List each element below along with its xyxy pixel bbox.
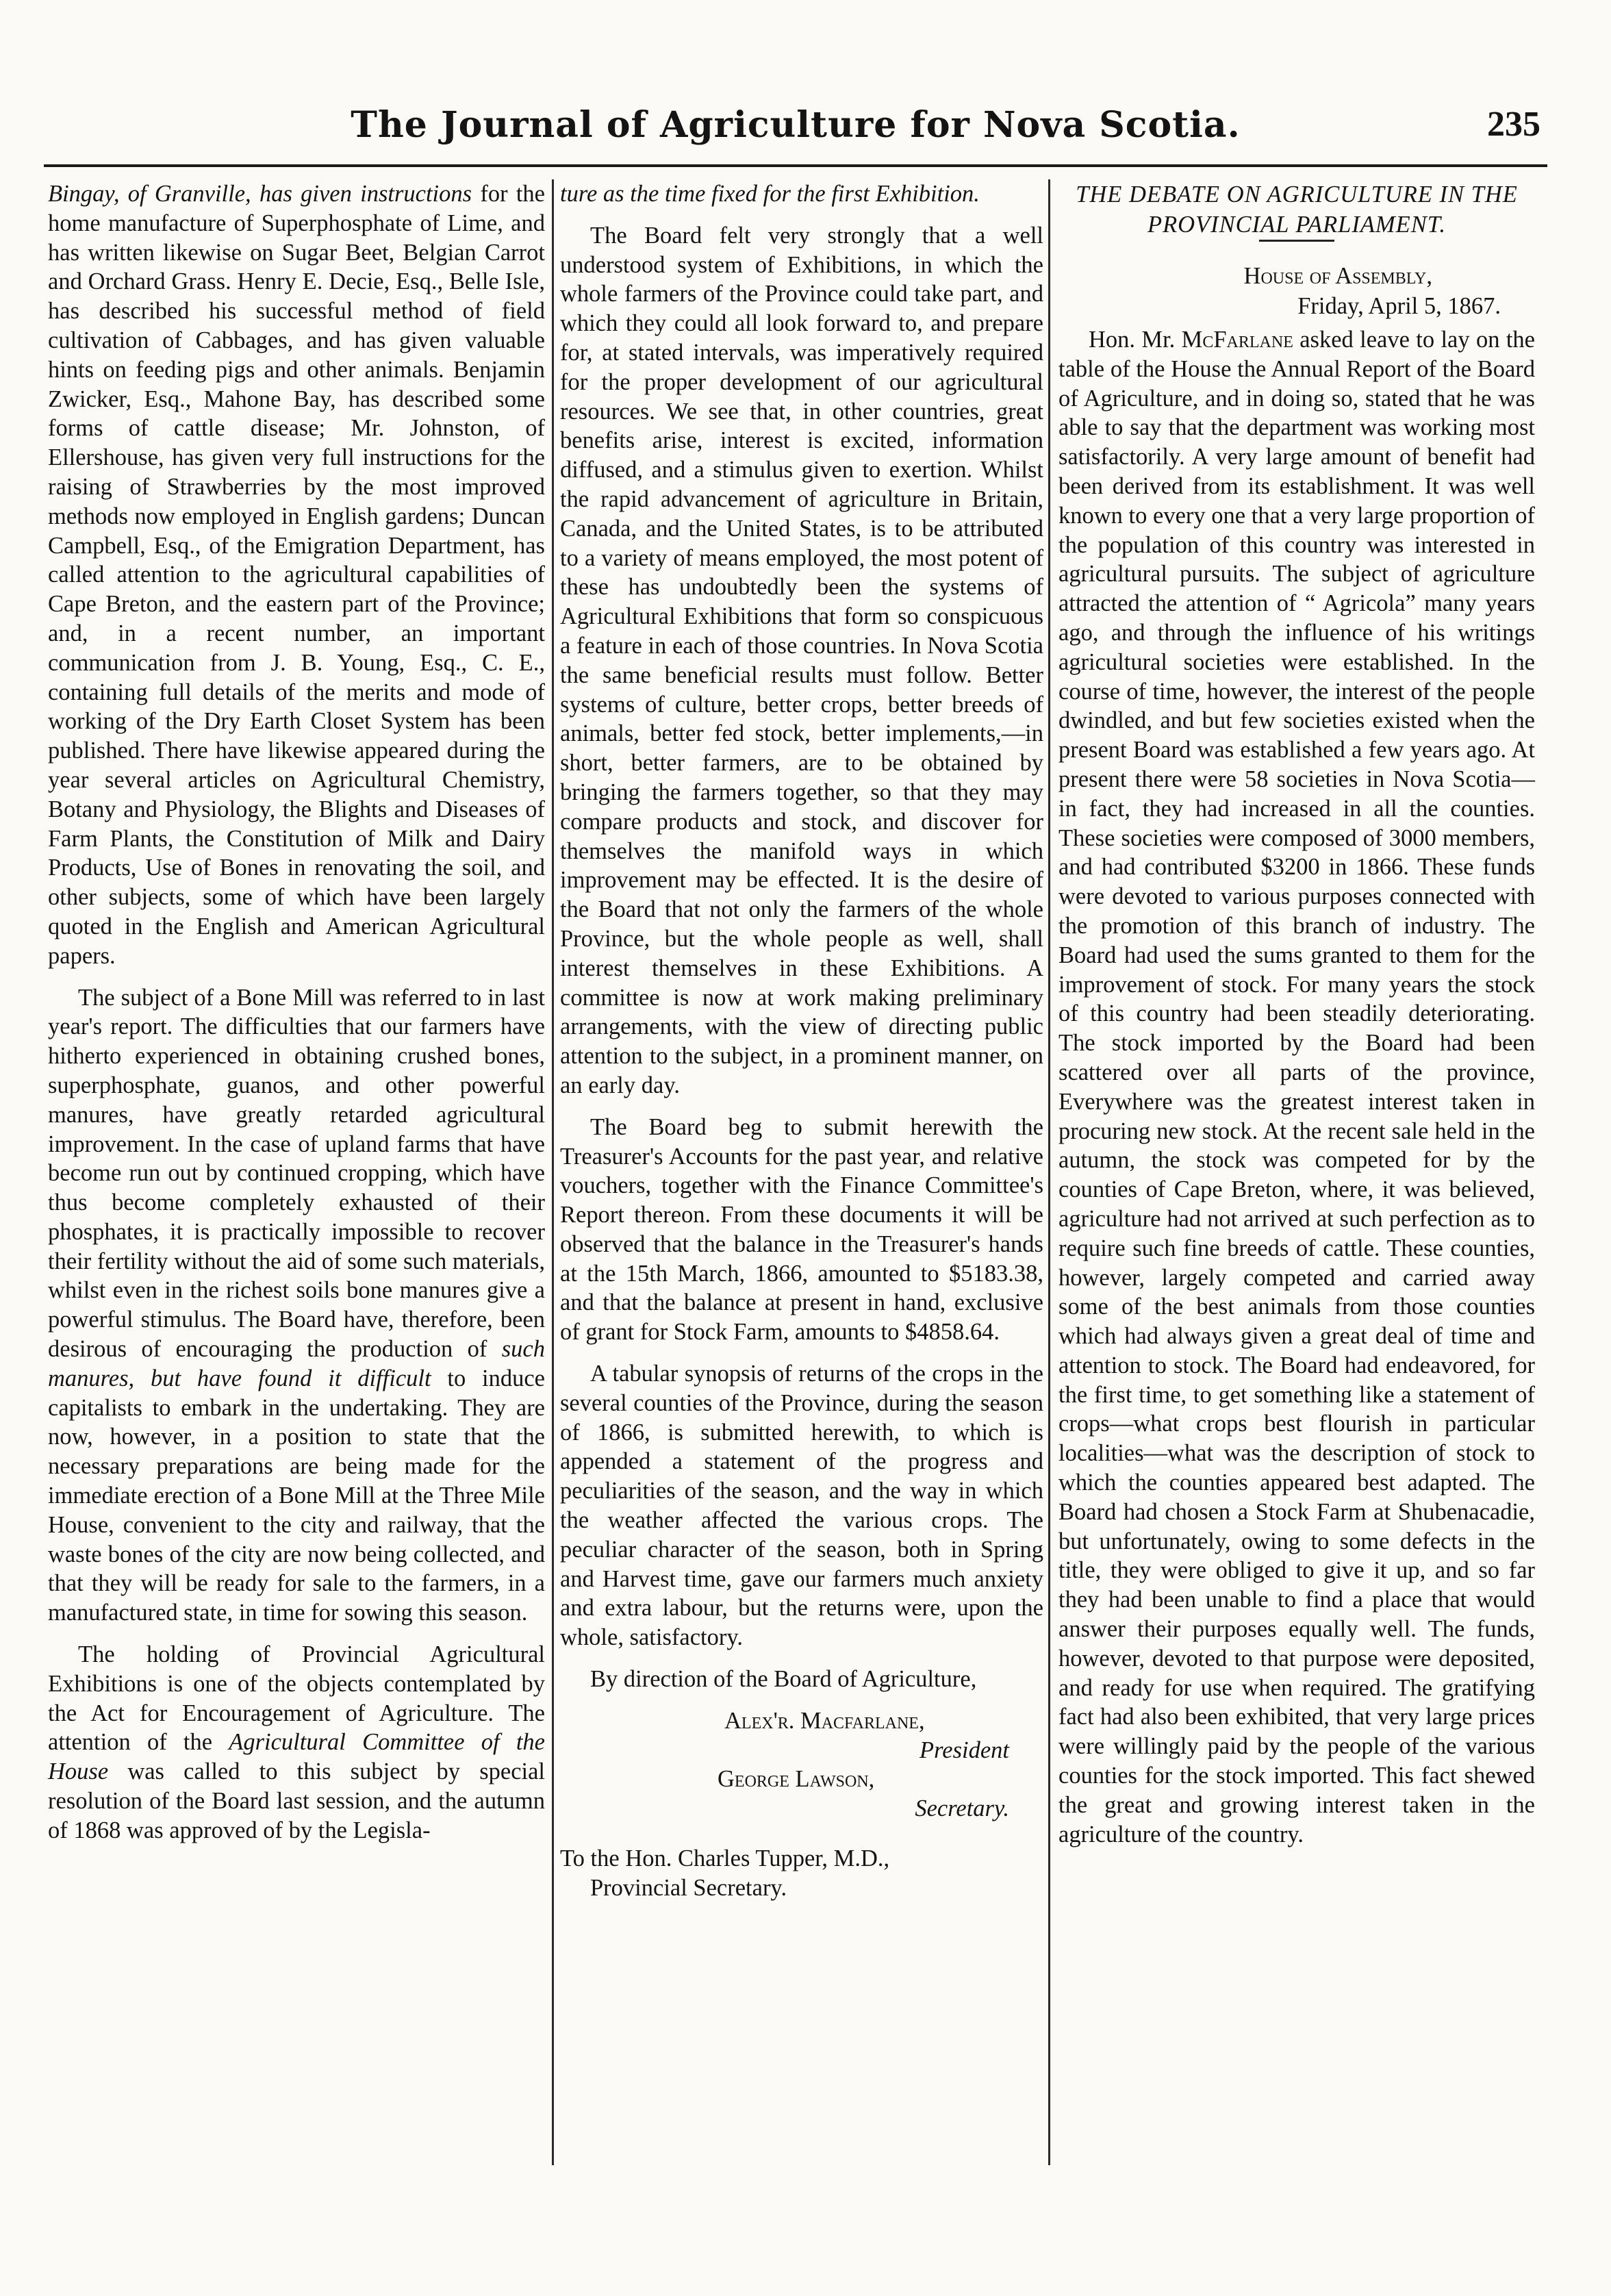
paragraph-debate	[1058, 325, 1535, 1849]
column-left	[48, 179, 545, 1845]
paragraph-continuation	[560, 179, 1043, 209]
signatory-president-role: President	[919, 1737, 1009, 1763]
italic-run: ture as the time fixed for the first Exhibition.	[560, 181, 980, 207]
paragraph-treasurer-accounts: The Board beg to submit herewith the Treasurer's Accounts for the past year, and relative vouchers, together with the Finance Committee's Report thereon. From these documents it will be observed that the balance in the Treasurer's hands at the 15th March, 1866, amounted to $5183.38, and that the balance at present in hand, exclusive of grant for Stock Farm, amounts to $4858.64.	[560, 1113, 1043, 1346]
page-number: 235	[1487, 105, 1540, 144]
text-run: The holding of Provincial Agricultural Exhibitions is one of the objects contemplated by the Act for Encouragement of Agriculture. The attention of the	[48, 1641, 545, 1756]
running-title: The Journal of Agriculture for Nova Scotia.	[351, 104, 1241, 146]
header-rule	[44, 164, 1547, 167]
signatory-president-name: Alex'r. Macfarlane,	[724, 1707, 925, 1734]
paragraph-exhibitions	[48, 1640, 545, 1845]
signatory-secretary-role: Secretary.	[915, 1795, 1009, 1822]
text-run: The subject of a Bone Mill was referred to in last year's report. The difficulties that our farmers have hitherto experienced in obtaining crushed bones, superphosphate, guanos, and other powerful manures, have greatly retarded agricultural improvement. In the case of upland farms that have become run out by continued cropping, which have thus become completely exhausted of their phosphates, it is practically impossible to recover their fertility without the aid of some such materials, whilst even in the richest soils bone manures give a powerful stimulus. The Board have, therefore, been desirous of encouraging the production of	[48, 984, 545, 1363]
dateline-house	[1058, 261, 1535, 291]
text-run: Hon. Mr.	[1089, 327, 1182, 353]
addressee-line-1: To the Hon. Charles Tupper, M.D.,	[560, 1845, 890, 1872]
text-run: was called to this subject by special resolution of the Board last session, and the autumn of 1868 was approved of by the Legisla-	[48, 1758, 545, 1843]
dateline-date: Friday, April 5, 1867.	[1297, 293, 1501, 319]
column-middle	[560, 179, 1043, 1903]
article-title: THE DEBATE ON AGRICULTURE IN THE PROVINCIAL PARLIAMENT.	[1076, 181, 1518, 238]
addressee-line-2: Provincial Secretary.	[590, 1874, 787, 1901]
title-rule	[1259, 240, 1334, 242]
italic-run: Bingay, of Granville, has given instructions	[48, 181, 472, 207]
italic-run: such manures, but have found it difficult	[48, 1336, 545, 1391]
column-right	[1058, 179, 1535, 1849]
text-run: asked leave to lay on the table of the House the Annual Report of the Board of Agriculture, and in doing so, stated that he was able to say that the department was working most satisfactorily. A very large amount of benefit had been derived from its establishment. It was well known to every one that a very large proportion of the population of this country was interested in agricultural pursuits. The subject of agriculture attracted the attention of “ Agricola” many years ago, and through the influence of his writings agricultural societies were established. In the course of time, however, the interest of the people dwindled, and but few societies existed when the present Board was established a few years ago. At present there were 58 societies in Nova Scotia—in fact, they had increased in all the counties. These societies were composed of 3000 members, and had contributed $3200 in 1866. These funds were devoted to various purposes connected with the promotion of this branch of industry. The Board had used the sums granted to them for the improvement of stock. For many years the stock of this country had been steadily deteriorating. The stock imported by the Board had been scattered over all parts of the province, Everywhere was the greatest interest taken in procuring new stock. At the recent sale held in the autumn, the stock was competed for by the counties of Cape Breton, where, it was believed, agriculture had not arrived at such perfection as to require such fine breeds of cattle. These counties, however, largely competed and carried away some of the best animals from those counties which had always given a great deal of time and attention to stock. The Board had endeavored, for the first time, to get something like a statement of crops—what crops best flourish in particular localities—what was the description of stock to which the counties appeared best adapted. The Board had chosen a Stock Farm at Shubenacadie, but unfortunately, owing to some defects in the title, they were obliged to give it up, and so far they had been unable to find a place that would answer their purposes equally well. The funds, however, devoted to that purpose were deposited, and ready for use when required. The gratifying fact had also been exhibited, that very large prices were willingly paid by the people of the various counties for the stock imported. This fact shewed the great and growing interest taken in the agriculture of the country.	[1058, 327, 1535, 1847]
paragraph-exhibition-system: The Board felt very strongly that a well understood system of Exhibitions, in which the whole farmers of the Province could take part, and which they could all look forward to, and prepare for, at stated intervals, was imperatively required for the proper development of our agricultural resources. We see that, in other countries, great benefits arise, interest is excited, information diffused, and a stimulus given to exertion. Whilst the rapid advancement of agriculture in Britain, Canada, and the United States, is to be attributed to a variety of means employed, the most potent of these has undoubtedly been the systems of Agricultural Exhibitions that form so conspicuous a feature in each of those countries. In Nova Scotia the same beneficial results must follow. Better systems of culture, better crops, better breeds of animals, better fed stock, better implements,—in short, better farmers, are to be obtained by bringing the farmers together, so that they may compare products and stock, and discover for themselves the manifold ways in which improvement may be effected. It is the desire of the Board that not only the farmers of the whole Province, but the whole people as well, shall interest themselves in these Exhibitions. A committee is now at work making preliminary arrangements, with the view of directing public attention to the subject, in a prominent manner, on an early day.	[560, 222, 1043, 1098]
text-run: to induce capitalists to embark in the undertaking. They are now, however, in a position to state that the necessary preparations are being made for the immediate erection of a Bone Mill at the Three Mile House, convenient to the city and railway, that the waste bones of the city are now being collected, and that they will be ready for sale to the farmers, in a manufactured state, in time for sowing this season.	[48, 1365, 545, 1626]
italic-run: Agricultural Committee of the House	[48, 1729, 545, 1785]
signatory-secretary-name: George Lawson,	[718, 1766, 875, 1793]
paragraph-direction: By direction of the Board of Agriculture,	[590, 1666, 977, 1693]
paragraph-bone-mill	[48, 983, 545, 1628]
column-divider-left	[552, 179, 554, 2165]
page-header	[44, 104, 1547, 153]
paragraph-crop-synopsis: A tabular synopsis of returns of the crops in the several counties of the Province, during the season of 1866, is submitted herewith, to which is appended a statement of the progress and peculiarities of the season, and the way in which the weather affected the various crops. The peculiar character of the season, both in Spring and Harvest time, gave our farmers much anxiety and extra labour, but the returns were, upon the whole, satisfactory.	[560, 1361, 1043, 1651]
text-run: House of Assembly,	[1243, 263, 1432, 289]
column-divider-right	[1048, 179, 1050, 2165]
paragraph-contributors	[48, 179, 545, 971]
speaker-name: McFarlane	[1181, 327, 1293, 353]
text-run: for the home manufacture of Superphosphate of Lime, and has written likewise on Sugar Beet, Belgian Carrot and Orchard Grass. Henry E. Decie, Esq., Belle Isle, has described his successful method of field cultivation of Cabbages, and has given valuable hints on feeding pigs and other animals. Benjamin Zwicker, Esq., Mahone Bay, has described some forms of cattle disease; Mr. Johnston, of Ellershouse, has given very full instructions for the raising of Strawberries by the most improved methods now employed in English gardens; Duncan Campbell, Esq., of the Emigration Department, has called attention to the agricultural capabilities of Cape Breton, and the eastern part of the Province; and, in a recent number, an important communication from J. B. Young, Esq., C. E., containing full details of the merits and mode of working of the Dry Earth Closet System has been published. There have likewise appeared during the year several articles on Agricultural Chemistry, Botany and Physiology, the Blights and Diseases of Farm Plants, the Constitution of Milk and Dairy Products, Use of Bones in renovating the soil, and other subjects, some of which have been largely quoted in the English and American Agricultural papers.	[48, 181, 545, 969]
